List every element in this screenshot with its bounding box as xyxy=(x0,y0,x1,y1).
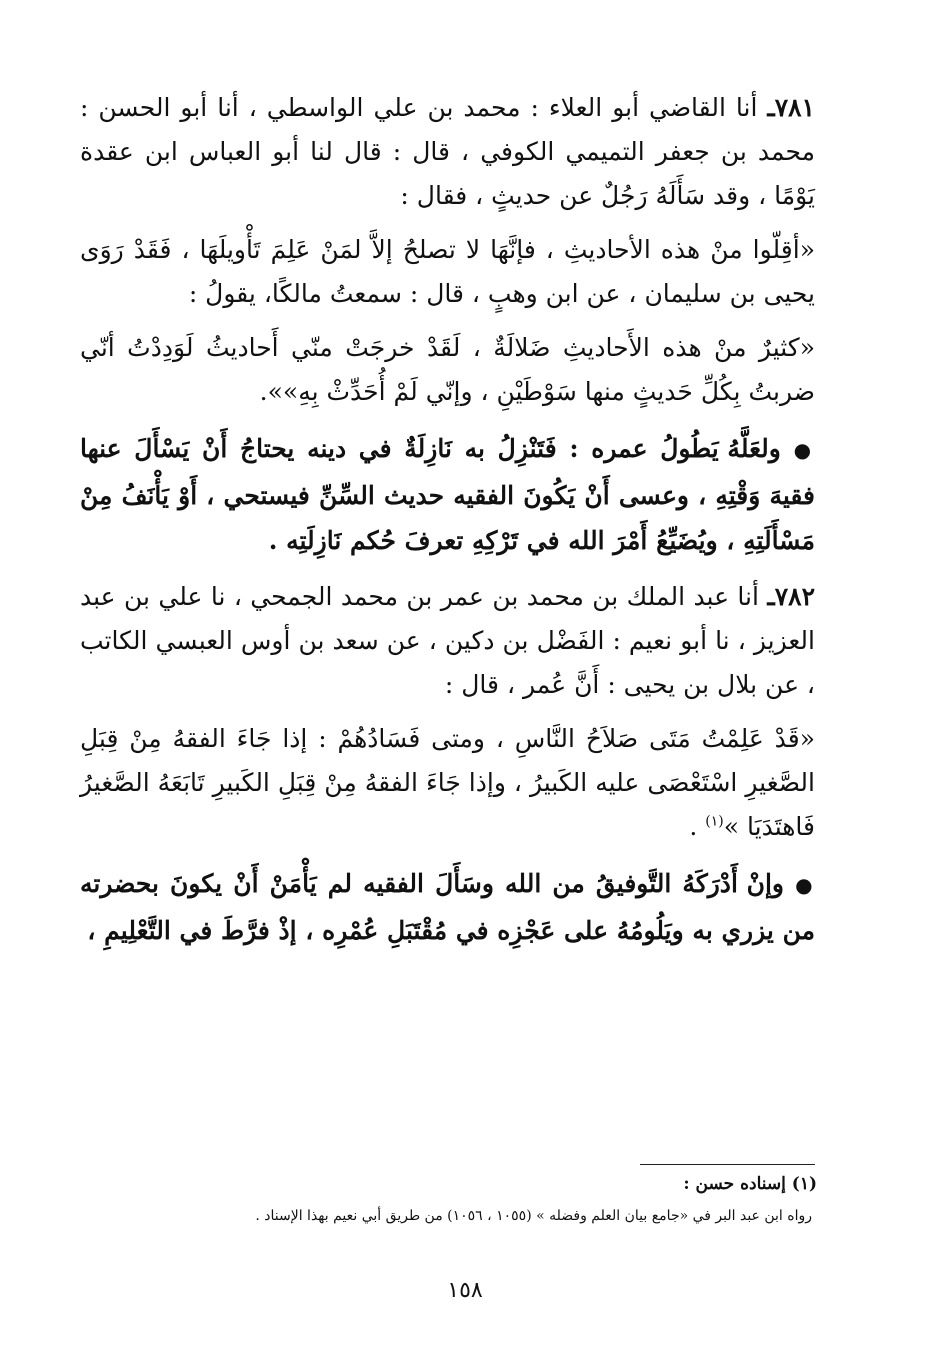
hadith-text: أنا عبد الملك بن محمد بن عمر بن محمد الجمحي ، نا علي بن عبد العزيز ، نا أبو نعيم : الفَضْل بن دكين ، عن سعد بن أوس العبسي الكاتب ، عن بلال بن يحيى : أَنَّ عُمر ، قال : xyxy=(80,582,815,699)
quote-paragraph xyxy=(80,228,815,316)
quote-text: «كثيرٌ منْ هذه الأَحاديثِ ضَلالَةٌ ، لَقَدْ خرجَتْ منّي أَحاديثُ لَوَدِدْتُ أنّي ضربتُ بِكُلِّ حَديثٍ منها سَوْطَيْنِ ، وإنّي لَمْ أُحَدِّثْ بِهِ»». xyxy=(80,333,815,406)
commentary-text: وإنْ أَدْرَكَهُ التَّوفيقُ من الله وسَأَلَ الفقيه لم يَأْمَنْ أَنْ يكونَ بحضرته من يزري به ويَلُومُهُ على عَجْزِه في مُقْتَبَلِ عُمْرِه ، إذْ فرَّطَ في التَّعْلِيمِ ، xyxy=(80,869,815,945)
bullet-icon: ● xyxy=(795,873,815,897)
hadith-781 xyxy=(80,86,815,218)
hadith-number: ٧٨١ـ xyxy=(767,93,815,122)
page-number: ١٥٨ xyxy=(447,1278,483,1303)
footnote-separator xyxy=(640,1164,815,1165)
quote-paragraph xyxy=(80,717,815,849)
hadith-number: ٧٨٢ـ xyxy=(767,582,816,611)
commentary-paragraph xyxy=(80,861,815,953)
hadith-text: أنا القاضي أبو العلاء : محمد بن علي الواسطي ، أنا أبو الحسن : محمد بن جعفر التميمي الكوفي ، قال : قال لنا أبو العباس ابن عقدة يَوْمًا ، وقد سَأَلَهُ رَجُلٌ عن حديثٍ ، فقال : xyxy=(80,93,815,210)
quote-text: «أقِلّوا منْ هذه الأحاديثِ ، فإنَّهَا لا تصلحُ إلاَّ لمَنْ عَلِمَ تَأْويلَهَا ، فَقَدْ رَوَى يحيى بن سليمان ، عن ابن وهبٍ ، قال : سمعتُ مالكًا، يقولُ : xyxy=(80,235,815,308)
footnote-body: رواه ابن عبد البر في «جامع بيان العلم وفضله » (١٠٥٥ ، ١٠٥٦) من طريق أبي نعيم بهذا الإسناد . xyxy=(255,1208,812,1224)
quote-text: «قَدْ عَلِمْتُ مَتَى صَلاَحُ النَّاسِ ، ومتى فَسَادُهُمْ : إذا جَاءَ الفقهُ مِنْ قِبَلِ الصَّغيرِ اسْتَعْصَى عليه الكَبيرُ ، وإذا جَاءَ الفقهُ مِنْ قِبَلِ الكَبيرِ تَابَعَهُ الصَّغيرُ فَاهتَدَيَا » xyxy=(80,724,815,841)
commentary-text: ولعَلَّهُ يَطُولُ عمره : فَتَنْزِلُ به نَازِلَةٌ في دينه يحتاجُ أَنْ يَسْأَلَ عنها فقيهَ وَقْتِهِ ، وعسى أَنْ يَكُونَ الفقيه حديث السِّنِّ فيستحي ، أَوْ يَأْنَفُ مِنْ مَسْأَلَتِهِ ، ويُضَيِّعُ أَمْرَ الله في تَرْكِهِ تعرفَ حُكم نَازِلَتِه . xyxy=(80,434,815,555)
footnote-title: (١) إسناده حسن : xyxy=(683,1174,817,1194)
hadith-782 xyxy=(80,575,815,707)
commentary-paragraph xyxy=(80,426,815,563)
footnote-reference[interactable]: (١) xyxy=(705,813,724,830)
quote-paragraph xyxy=(80,326,815,414)
quote-tail: . xyxy=(689,812,706,841)
page-body xyxy=(80,86,815,965)
bullet-icon: ● xyxy=(793,438,815,462)
